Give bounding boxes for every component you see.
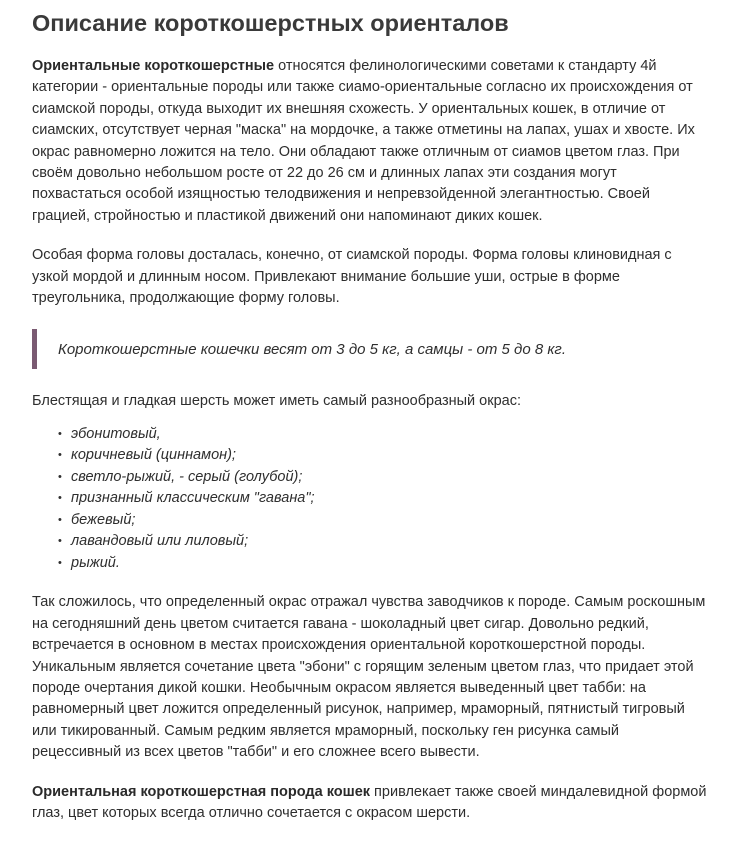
color-item-text: эбонитовый, xyxy=(71,425,161,442)
color-item-text: коричневый (циннамон); xyxy=(71,447,236,464)
bullet-icon: • xyxy=(58,492,62,505)
eyes-text: привлекает также своей миндалевидной формой глаз, цвет которых всегда отлично сочетается с окрасом шерсти. xyxy=(32,783,707,822)
list-item xyxy=(58,488,707,510)
head-shape-paragraph: Особая форма головы досталась, конечно, от сиамской породы. Форма головы клиновидная с узкой мордой и длинным носом. Привлекают внимание большие уши, острые в форме треугольника, продолжающие форму головы. xyxy=(32,247,672,307)
bullet-icon: • xyxy=(58,427,62,440)
eyes-paragraph xyxy=(32,782,707,825)
weight-quote xyxy=(32,329,707,369)
list-item xyxy=(58,510,707,532)
article-title: Описание короткошерстных ориенталов xyxy=(32,10,509,36)
list-item xyxy=(58,553,707,575)
bullet-icon: • xyxy=(58,556,62,569)
bullet-icon: • xyxy=(58,513,62,526)
list-item xyxy=(58,531,707,553)
coat-intro-paragraph: Блестящая и гладкая шерсть может иметь самый разнообразный окрас: xyxy=(32,393,521,410)
color-item-text: бежевый; xyxy=(71,511,136,528)
color-item-text: светло-рыжий, - серый (голубой); xyxy=(71,468,303,485)
bullet-icon: • xyxy=(58,449,62,462)
color-item-text: рыжий. xyxy=(71,554,120,571)
intro-text: относятся фелинологическими советами к стандарту 4й категории - ориентальные породы или также сиамо-ориентальные согласно их происхождения от сиамской породы, откуда выходит их внешняя схожесть. У ориентальных кошек, в отличие от сиамских, отсутствует черная "маска" на мордочке, а также отметины на лапах, ушах и хвосте. Их окрас равномерно ложится на тело. Они обладают также отличным от сиамов цветом глаз. При своём довольно небольшом росте от 22 до 26 см и длинных лапах эти создания могут похвастаться особой изящностью телодвижения и непревзойденной элегантностью. Своей грацией, стройностью и пластикой движений они напоминают диких кошек. xyxy=(32,58,695,224)
bullet-icon: • xyxy=(58,470,62,483)
intro-paragraph xyxy=(32,56,707,227)
list-item xyxy=(58,467,707,489)
list-item xyxy=(58,424,707,446)
eyes-bold-term: Ориентальная короткошерстная порода кошек xyxy=(32,783,371,800)
color-item-text: признанный классическим "гавана"; xyxy=(71,490,315,507)
weight-quote-text: Короткошерстные кошечки весят от 3 до 5 кг, а самцы - от 5 до 8 кг. xyxy=(58,340,566,358)
history-paragraph: Так сложилось, что определенный окрас отражал чувства заводчиков к породе. Самым роскошным на сегодняшний день цветом считается гавана - шоколадный цвет сигар. Довольно редкий, встречается в основном в местах происхождения ориентальной короткошерстной породы. Уникальным является сочетание цвета "эбони" с горящим зеленым цветом глаз, что придает этой породе очертания дикой кошки. Необычным окрасом является выведенный цвет табби: на равномерный цвет ложится определенный рисунок, например, мраморный, пятнистый тигровый или тикированный. Самым редким является мраморный, поскольку ген рисунка самый рецессивный из всех цветов "табби" и его сложнее всего вывести. xyxy=(32,594,706,761)
list-item xyxy=(58,445,707,467)
bullet-icon: • xyxy=(58,535,62,548)
color-item-text: лавандовый или лиловый; xyxy=(71,533,249,550)
intro-bold-term: Ориентальные короткошерстные xyxy=(32,58,275,74)
coat-colors-list xyxy=(32,424,707,575)
